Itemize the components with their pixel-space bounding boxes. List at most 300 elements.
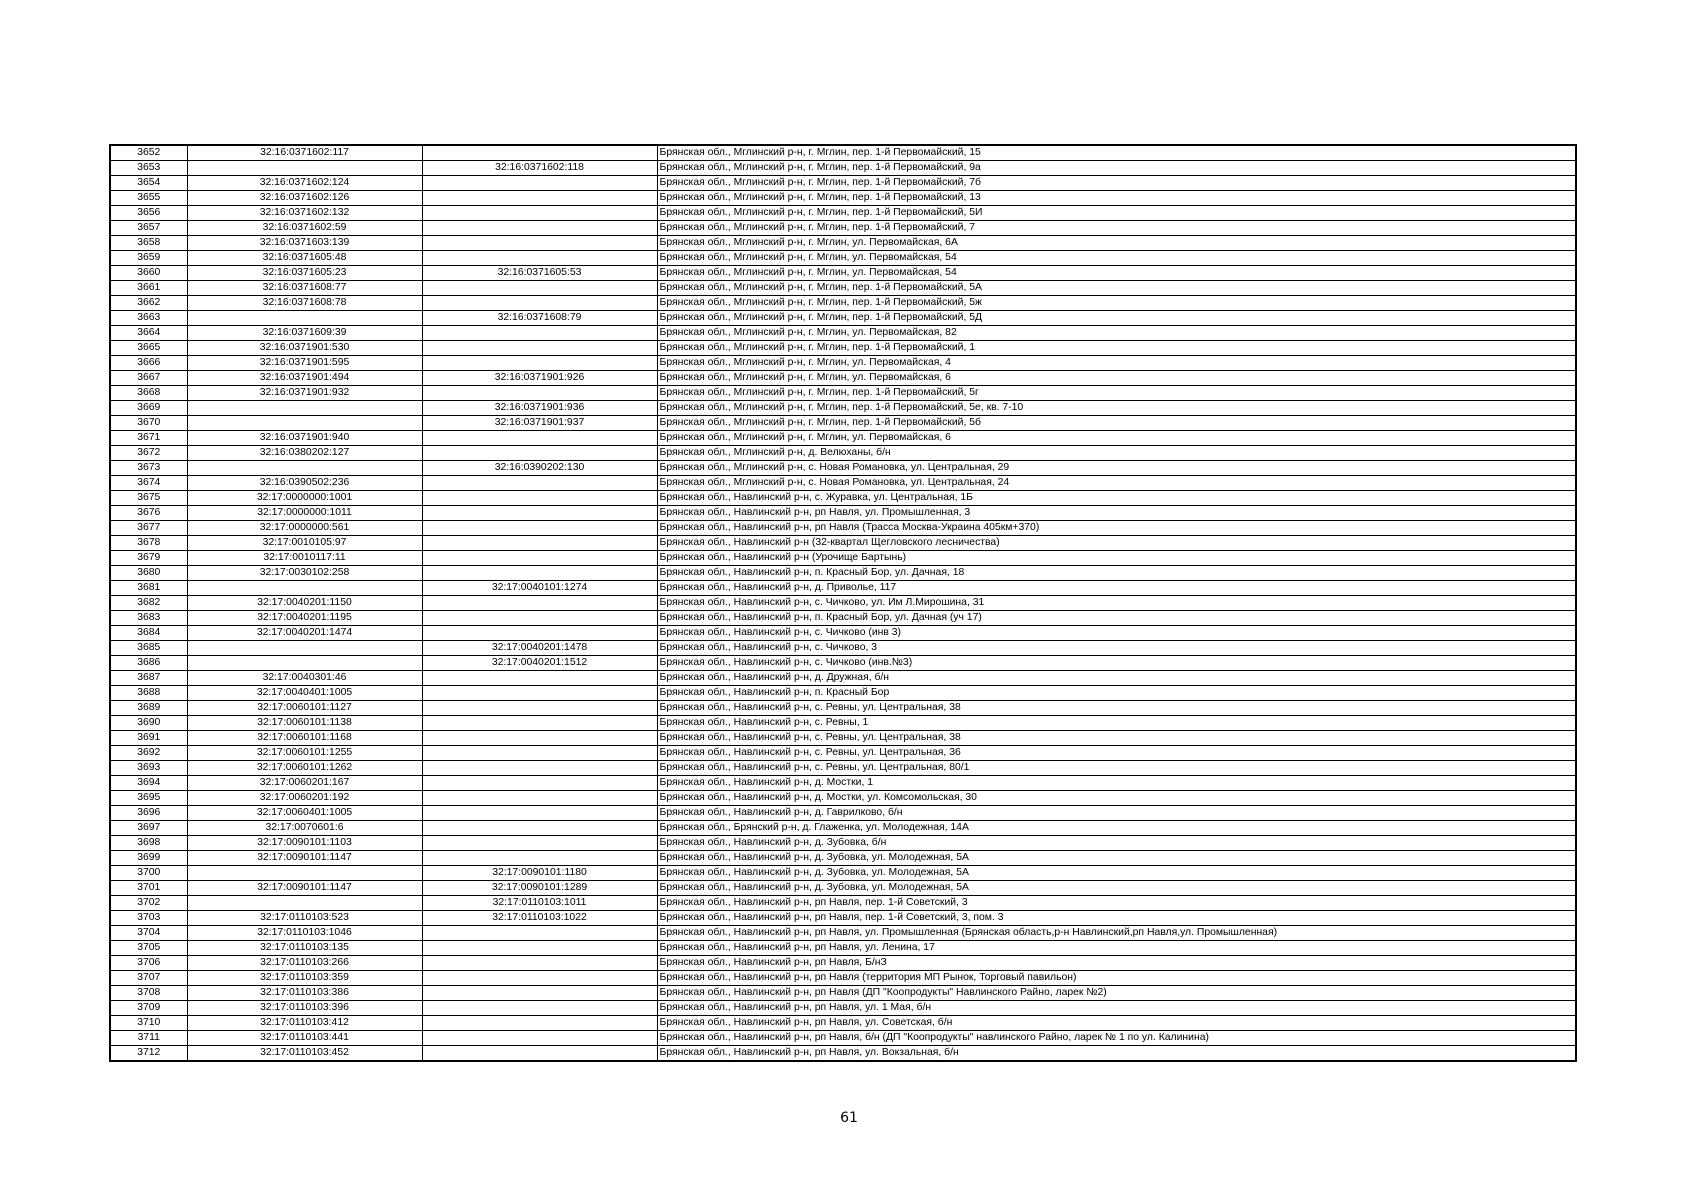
related-cadastral-number-cell [422,1046,657,1062]
address-cell: Брянская обл., Навлинский р-н, д. Мостки, ул. Комсомольская, 30 [657,791,1576,806]
address-cell: Брянская обл., Мглинский р-н, с. Новая Романовка, ул. Центральная, 24 [657,476,1576,491]
cadastral-number-cell: 32:16:0371609:39 [187,326,422,341]
table-row [110,296,1576,311]
cadastral-number-cell: 32:16:0390502:236 [187,476,422,491]
table-row [110,431,1576,446]
row-number-cell: 3693 [110,761,187,776]
table-row [110,416,1576,431]
table-row [110,1016,1576,1031]
row-number-cell: 3698 [110,836,187,851]
address-cell: Брянская обл., Навлинский р-н, д. Мостки, 1 [657,776,1576,791]
cadastral-number-cell: 32:16:0371901:494 [187,371,422,386]
cadastral-number-cell: 32:17:0060101:1138 [187,716,422,731]
address-cell: Брянская обл., Навлинский р-н, с. Ревны, ул. Центральная, 80/1 [657,761,1576,776]
table-row [110,821,1576,836]
row-number-cell: 3669 [110,401,187,416]
address-cell: Брянская обл., Навлинский р-н, д. Зубовка, ул. Молодежная, 5А [657,851,1576,866]
related-cadastral-number-cell: 32:16:0371901:936 [422,401,657,416]
cadastral-number-cell: 32:17:0070601:6 [187,821,422,836]
cadastral-number-cell: 32:17:0090101:1147 [187,881,422,896]
cadastral-number-cell: 32:17:0040201:1474 [187,626,422,641]
table-row [110,266,1576,281]
table-row [110,896,1576,911]
table-row [110,176,1576,191]
address-cell: Брянская обл., Навлинский р-н, рп Навля, ул. Промышленная, 3 [657,506,1576,521]
related-cadastral-number-cell [422,956,657,971]
table-row [110,881,1576,896]
cadastral-number-cell: 32:17:0000000:1001 [187,491,422,506]
related-cadastral-number-cell [422,761,657,776]
related-cadastral-number-cell [422,1031,657,1046]
row-number-cell: 3682 [110,596,187,611]
related-cadastral-number-cell [422,806,657,821]
row-number-cell: 3675 [110,491,187,506]
related-cadastral-number-cell [422,476,657,491]
address-cell: Брянская обл., Навлинский р-н, рп Навля, б/н (ДП "Коопродукты" навлинского Райно, ларек № 1 по ул. Калинина) [657,1031,1576,1046]
address-cell: Брянская обл., Мглинский р-н, г. Мглин, пер. 1-й Первомайский, 5И [657,206,1576,221]
related-cadastral-number-cell [422,746,657,761]
related-cadastral-number-cell: 32:17:0090101:1289 [422,881,657,896]
table-row [110,866,1576,881]
address-cell: Брянская обл., Навлинский р-н, рп Навля, ул. Ленина, 17 [657,941,1576,956]
table-row [110,356,1576,371]
row-number-cell: 3684 [110,626,187,641]
row-number-cell: 3703 [110,911,187,926]
row-number-cell: 3695 [110,791,187,806]
related-cadastral-number-cell [422,686,657,701]
related-cadastral-number-cell: 32:16:0371901:937 [422,416,657,431]
row-number-cell: 3708 [110,986,187,1001]
row-number-cell: 3701 [110,881,187,896]
address-cell: Брянская обл., Навлинский р-н, рп Навля (Трасса Москва-Украина 405км+370) [657,521,1576,536]
cadastral-number-cell [187,581,422,596]
related-cadastral-number-cell [422,926,657,941]
cadastral-number-cell: 32:17:0040201:1195 [187,611,422,626]
address-cell: Брянская обл., Мглинский р-н, г. Мглин, пер. 1-й Первомайский, 1 [657,341,1576,356]
cadastral-number-cell: 32:16:0371608:77 [187,281,422,296]
table-row [110,461,1576,476]
cadastral-number-cell: 32:17:0000000:1011 [187,506,422,521]
table-row [110,791,1576,806]
cadastral-number-cell: 32:17:0090101:1147 [187,851,422,866]
related-cadastral-number-cell [422,821,657,836]
related-cadastral-number-cell: 32:16:0390202:130 [422,461,657,476]
table-row [110,551,1576,566]
cadastral-number-cell: 32:16:0371602:124 [187,176,422,191]
related-cadastral-number-cell [422,611,657,626]
address-cell: Брянская обл., Мглинский р-н, г. Мглин, ул. Первомайская, 6А [657,236,1576,251]
address-cell: Брянская обл., Навлинский р-н, д. Приволье, 117 [657,581,1576,596]
related-cadastral-number-cell [422,326,657,341]
cadastral-number-cell [187,161,422,176]
related-cadastral-number-cell [422,836,657,851]
address-cell: Брянская обл., Навлинский р-н, рп Навля, ул. Промышленная (Брянская область,р-н Навлинский,рп Навля,ул. Промышленная) [657,926,1576,941]
cadastral-number-cell: 32:17:0110103:441 [187,1031,422,1046]
table-row [110,581,1576,596]
cadastral-number-cell [187,461,422,476]
related-cadastral-number-cell: 32:17:0040201:1512 [422,656,657,671]
cadastral-number-cell: 32:16:0371602:126 [187,191,422,206]
related-cadastral-number-cell [422,941,657,956]
row-number-cell: 3654 [110,176,187,191]
address-cell: Брянская обл., Мглинский р-н, г. Мглин, ул. Первомайская, 82 [657,326,1576,341]
address-cell: Брянская обл., Навлинский р-н, д. Зубовка, б/н [657,836,1576,851]
related-cadastral-number-cell [422,791,657,806]
table-row [110,221,1576,236]
row-number-cell: 3706 [110,956,187,971]
cadastral-number-cell [187,896,422,911]
address-cell: Брянская обл., Мглинский р-н, с. Новая Романовка, ул. Центральная, 29 [657,461,1576,476]
row-number-cell: 3664 [110,326,187,341]
related-cadastral-number-cell: 32:16:0371605:53 [422,266,657,281]
row-number-cell: 3659 [110,251,187,266]
row-number-cell: 3700 [110,866,187,881]
table-row [110,401,1576,416]
related-cadastral-number-cell [422,566,657,581]
row-number-cell: 3680 [110,566,187,581]
cadastral-number-cell: 32:16:0371603:139 [187,236,422,251]
related-cadastral-number-cell: 32:16:0371602:118 [422,161,657,176]
related-cadastral-number-cell [422,236,657,251]
table-row [110,371,1576,386]
table-row [110,926,1576,941]
row-number-cell: 3692 [110,746,187,761]
address-cell: Брянская обл., Навлинский р-н, с. Ревны, ул. Центральная, 38 [657,731,1576,746]
row-number-cell: 3666 [110,356,187,371]
address-cell: Брянская обл., Мглинский р-н, г. Мглин, пер. 1-й Первомайский, 5б [657,416,1576,431]
cadastral-number-cell: 32:17:0110103:412 [187,1016,422,1031]
address-cell: Брянская обл., Навлинский р-н, рп Навля, пер. 1-й Советский, 3, пом. 3 [657,911,1576,926]
related-cadastral-number-cell [422,701,657,716]
cadastral-number-cell [187,416,422,431]
related-cadastral-number-cell [422,431,657,446]
row-number-cell: 3679 [110,551,187,566]
related-cadastral-number-cell [422,851,657,866]
row-number-cell: 3681 [110,581,187,596]
cadastral-number-cell: 32:16:0371901:940 [187,431,422,446]
cadastral-number-cell: 32:17:0000000:561 [187,521,422,536]
row-number-cell: 3671 [110,431,187,446]
table-row [110,566,1576,581]
address-cell: Брянская обл., Навлинский р-н, рп Навля, пер. 1-й Советский, 3 [657,896,1576,911]
related-cadastral-number-cell: 32:17:0040201:1478 [422,641,657,656]
registry-table [109,144,1577,1062]
cadastral-number-cell [187,641,422,656]
page-number: 61 [840,1110,858,1126]
related-cadastral-number-cell [422,506,657,521]
table-row [110,671,1576,686]
address-cell: Брянская обл., Мглинский р-н, г. Мглин, ул. Первомайская, 6 [657,431,1576,446]
row-number-cell: 3662 [110,296,187,311]
cadastral-number-cell: 32:17:0110103:1046 [187,926,422,941]
row-number-cell: 3699 [110,851,187,866]
address-cell: Брянская обл., Навлинский р-н, с. Ревны, ул. Центральная, 38 [657,701,1576,716]
row-number-cell: 3668 [110,386,187,401]
address-cell: Брянская обл., Брянский р-н, д. Глаженка, ул. Молодежная, 14А [657,821,1576,836]
cadastral-number-cell: 32:16:0371605:48 [187,251,422,266]
row-number-cell: 3712 [110,1046,187,1062]
address-cell: Брянская обл., Навлинский р-н, с. Чичково, 3 [657,641,1576,656]
row-number-cell: 3658 [110,236,187,251]
table-row [110,446,1576,461]
related-cadastral-number-cell [422,176,657,191]
cadastral-number-cell [187,311,422,326]
address-cell: Брянская обл., Навлинский р-н, п. Красный Бор [657,686,1576,701]
related-cadastral-number-cell [422,281,657,296]
row-number-cell: 3673 [110,461,187,476]
row-number-cell: 3677 [110,521,187,536]
cadastral-number-cell: 32:16:0380202:127 [187,446,422,461]
cadastral-number-cell [187,866,422,881]
cadastral-number-cell: 32:17:0110103:135 [187,941,422,956]
address-cell: Брянская обл., Навлинский р-н (Урочище Бартынь) [657,551,1576,566]
row-number-cell: 3707 [110,971,187,986]
table-row [110,761,1576,776]
related-cadastral-number-cell [422,596,657,611]
table-row [110,836,1576,851]
registry-table-body [110,145,1576,1061]
related-cadastral-number-cell [422,731,657,746]
cadastral-number-cell: 32:16:0371605:23 [187,266,422,281]
cadastral-number-cell: 32:17:0110103:452 [187,1046,422,1062]
cadastral-number-cell: 32:17:0090101:1103 [187,836,422,851]
table-row [110,476,1576,491]
row-number-cell: 3688 [110,686,187,701]
cadastral-number-cell [187,656,422,671]
table-row [110,941,1576,956]
related-cadastral-number-cell [422,971,657,986]
related-cadastral-number-cell [422,626,657,641]
table-row [110,326,1576,341]
cadastral-number-cell: 32:16:0371901:530 [187,341,422,356]
table-row [110,731,1576,746]
related-cadastral-number-cell [422,206,657,221]
table-row [110,281,1576,296]
row-number-cell: 3697 [110,821,187,836]
row-number-cell: 3704 [110,926,187,941]
table-row [110,851,1576,866]
address-cell: Брянская обл., Мглинский р-н, г. Мглин, пер. 1-й Первомайский, 5г [657,386,1576,401]
cadastral-number-cell: 32:17:0040301:46 [187,671,422,686]
related-cadastral-number-cell: 32:17:0110103:1011 [422,896,657,911]
related-cadastral-number-cell [422,221,657,236]
related-cadastral-number-cell [422,521,657,536]
related-cadastral-number-cell [422,251,657,266]
row-number-cell: 3711 [110,1031,187,1046]
related-cadastral-number-cell [422,1016,657,1031]
table-row [110,971,1576,986]
table-row [110,746,1576,761]
address-cell: Брянская обл., Навлинский р-н, п. Красный Бор, ул. Дачная (уч 17) [657,611,1576,626]
cadastral-number-cell: 32:17:0060101:1127 [187,701,422,716]
address-cell: Брянская обл., Навлинский р-н, с. Журавка, ул. Центральная, 1Б [657,491,1576,506]
related-cadastral-number-cell [422,776,657,791]
cadastral-number-cell: 32:17:0040401:1005 [187,686,422,701]
row-number-cell: 3657 [110,221,187,236]
address-cell: Брянская обл., Навлинский р-н, д. Дружная, б/н [657,671,1576,686]
cadastral-number-cell: 32:17:0110103:386 [187,986,422,1001]
cadastral-number-cell: 32:17:0010105:97 [187,536,422,551]
cadastral-number-cell [187,401,422,416]
cadastral-number-cell: 32:17:0060101:1262 [187,761,422,776]
address-cell: Брянская обл., Навлинский р-н, д. Гаврилково, б/н [657,806,1576,821]
table-row [110,611,1576,626]
related-cadastral-number-cell [422,491,657,506]
related-cadastral-number-cell [422,1001,657,1016]
table-row [110,641,1576,656]
row-number-cell: 3672 [110,446,187,461]
table-row [110,236,1576,251]
table-row [110,596,1576,611]
cadastral-number-cell: 32:17:0110103:266 [187,956,422,971]
related-cadastral-number-cell: 32:16:0371608:79 [422,311,657,326]
row-number-cell: 3670 [110,416,187,431]
table-row [110,716,1576,731]
related-cadastral-number-cell [422,986,657,1001]
row-number-cell: 3674 [110,476,187,491]
address-cell: Брянская обл., Навлинский р-н, рп Навля (ДП "Коопродукты" Навлинского Райно, ларек №2) [657,986,1576,1001]
table-row [110,251,1576,266]
address-cell: Брянская обл., Навлинский р-н, рп Навля, ул. Советская, б/н [657,1016,1576,1031]
related-cadastral-number-cell [422,356,657,371]
cadastral-number-cell: 32:17:0060201:192 [187,791,422,806]
related-cadastral-number-cell: 32:16:0371901:926 [422,371,657,386]
address-cell: Брянская обл., Мглинский р-н, д. Велюханы, б/н [657,446,1576,461]
address-cell: Брянская обл., Навлинский р-н, д. Зубовка, ул. Молодежная, 5А [657,866,1576,881]
cadastral-number-cell: 32:17:0110103:396 [187,1001,422,1016]
row-number-cell: 3689 [110,701,187,716]
address-cell: Брянская обл., Мглинский р-н, г. Мглин, пер. 1-й Первомайский, 7 [657,221,1576,236]
table-row [110,206,1576,221]
related-cadastral-number-cell [422,536,657,551]
row-number-cell: 3691 [110,731,187,746]
cadastral-number-cell: 32:17:0030102:258 [187,566,422,581]
cadastral-number-cell: 32:16:0371901:595 [187,356,422,371]
table-row [110,776,1576,791]
address-cell: Брянская обл., Мглинский р-н, г. Мглин, ул. Первомайская, 4 [657,356,1576,371]
row-number-cell: 3676 [110,506,187,521]
address-cell: Брянская обл., Навлинский р-н, с. Чичково (инв 3) [657,626,1576,641]
cadastral-number-cell: 32:17:0060201:167 [187,776,422,791]
table-row [110,161,1576,176]
related-cadastral-number-cell [422,386,657,401]
table-row [110,191,1576,206]
address-cell: Брянская обл., Мглинский р-н, г. Мглин, ул. Первомайская, 6 [657,371,1576,386]
cadastral-number-cell: 32:16:0371602:117 [187,145,422,161]
cadastral-number-cell: 32:17:0110103:523 [187,911,422,926]
row-number-cell: 3687 [110,671,187,686]
cadastral-number-cell: 32:16:0371901:932 [187,386,422,401]
address-cell: Брянская обл., Навлинский р-н, с. Ревны, 1 [657,716,1576,731]
related-cadastral-number-cell: 32:17:0110103:1022 [422,911,657,926]
row-number-cell: 3696 [110,806,187,821]
address-cell: Брянская обл., Навлинский р-н, рп Навля (территория МП Рынок, Торговый павильон) [657,971,1576,986]
row-number-cell: 3667 [110,371,187,386]
address-cell: Брянская обл., Мглинский р-н, г. Мглин, пер. 1-й Первомайский, 5е, кв. 7-10 [657,401,1576,416]
row-number-cell: 3683 [110,611,187,626]
row-number-cell: 3655 [110,191,187,206]
row-number-cell: 3705 [110,941,187,956]
related-cadastral-number-cell [422,671,657,686]
cadastral-number-cell: 32:17:0060101:1255 [187,746,422,761]
related-cadastral-number-cell [422,551,657,566]
row-number-cell: 3710 [110,1016,187,1031]
table-row [110,145,1576,161]
table-row [110,521,1576,536]
table-row [110,491,1576,506]
address-cell: Брянская обл., Мглинский р-н, г. Мглин, пер. 1-й Первомайский, 9а [657,161,1576,176]
cadastral-number-cell: 32:17:0060101:1168 [187,731,422,746]
cadastral-number-cell: 32:16:0371608:78 [187,296,422,311]
cadastral-number-cell: 32:17:0060401:1005 [187,806,422,821]
table-row [110,341,1576,356]
table-row [110,986,1576,1001]
table-row [110,806,1576,821]
row-number-cell: 3709 [110,1001,187,1016]
row-number-cell: 3656 [110,206,187,221]
address-cell: Брянская обл., Мглинский р-н, г. Мглин, пер. 1-й Первомайский, 7б [657,176,1576,191]
related-cadastral-number-cell [422,296,657,311]
address-cell: Брянская обл., Мглинский р-н, г. Мглин, пер. 1-й Первомайский, 15 [657,145,1576,161]
row-number-cell: 3690 [110,716,187,731]
address-cell: Брянская обл., Навлинский р-н, рп Навля, Б/нЗ [657,956,1576,971]
row-number-cell: 3652 [110,145,187,161]
table-row [110,656,1576,671]
related-cadastral-number-cell [422,145,657,161]
row-number-cell: 3685 [110,641,187,656]
table-row [110,701,1576,716]
related-cadastral-number-cell: 32:17:0090101:1180 [422,866,657,881]
address-cell: Брянская обл., Навлинский р-н, с. Чичково, ул. Им Л.Мирошина, 31 [657,596,1576,611]
row-number-cell: 3686 [110,656,187,671]
row-number-cell: 3678 [110,536,187,551]
address-cell: Брянская обл., Навлинский р-н, с. Ревны, ул. Центральная, 36 [657,746,1576,761]
table-row [110,311,1576,326]
address-cell: Брянская обл., Навлинский р-н, д. Зубовка, ул. Молодежная, 5А [657,881,1576,896]
table-row [110,686,1576,701]
related-cadastral-number-cell [422,446,657,461]
address-cell: Брянская обл., Мглинский р-н, г. Мглин, пер. 1-й Первомайский, 5ж [657,296,1576,311]
address-cell: Брянская обл., Навлинский р-н, рп Навля, ул. Вокзальная, б/н [657,1046,1576,1062]
cadastral-number-cell: 32:17:0040201:1150 [187,596,422,611]
cadastral-number-cell: 32:16:0371602:132 [187,206,422,221]
address-cell: Брянская обл., Мглинский р-н, г. Мглин, пер. 1-й Первомайский, 5Д [657,311,1576,326]
related-cadastral-number-cell: 32:17:0040101:1274 [422,581,657,596]
related-cadastral-number-cell [422,341,657,356]
cadastral-number-cell: 32:17:0010117:11 [187,551,422,566]
row-number-cell: 3653 [110,161,187,176]
table-row [110,1031,1576,1046]
table-row [110,956,1576,971]
row-number-cell: 3663 [110,311,187,326]
table-row [110,536,1576,551]
table-row [110,626,1576,641]
cadastral-number-cell: 32:17:0110103:359 [187,971,422,986]
row-number-cell: 3661 [110,281,187,296]
related-cadastral-number-cell [422,191,657,206]
address-cell: Брянская обл., Навлинский р-н (32-квартал Щегловского лесничества) [657,536,1576,551]
address-cell: Брянская обл., Навлинский р-н, с. Чичково (инв.№3) [657,656,1576,671]
address-cell: Брянская обл., Мглинский р-н, г. Мглин, ул. Первомайская, 54 [657,251,1576,266]
address-cell: Брянская обл., Навлинский р-н, рп Навля, ул. 1 Мая, б/н [657,1001,1576,1016]
cadastral-number-cell: 32:16:0371602:59 [187,221,422,236]
address-cell: Брянская обл., Мглинский р-н, г. Мглин, пер. 1-й Первомайский, 13 [657,191,1576,206]
table-row [110,1001,1576,1016]
table-row [110,1046,1576,1062]
table-row [110,386,1576,401]
table-row [110,506,1576,521]
address-cell: Брянская обл., Мглинский р-н, г. Мглин, ул. Первомайская, 54 [657,266,1576,281]
